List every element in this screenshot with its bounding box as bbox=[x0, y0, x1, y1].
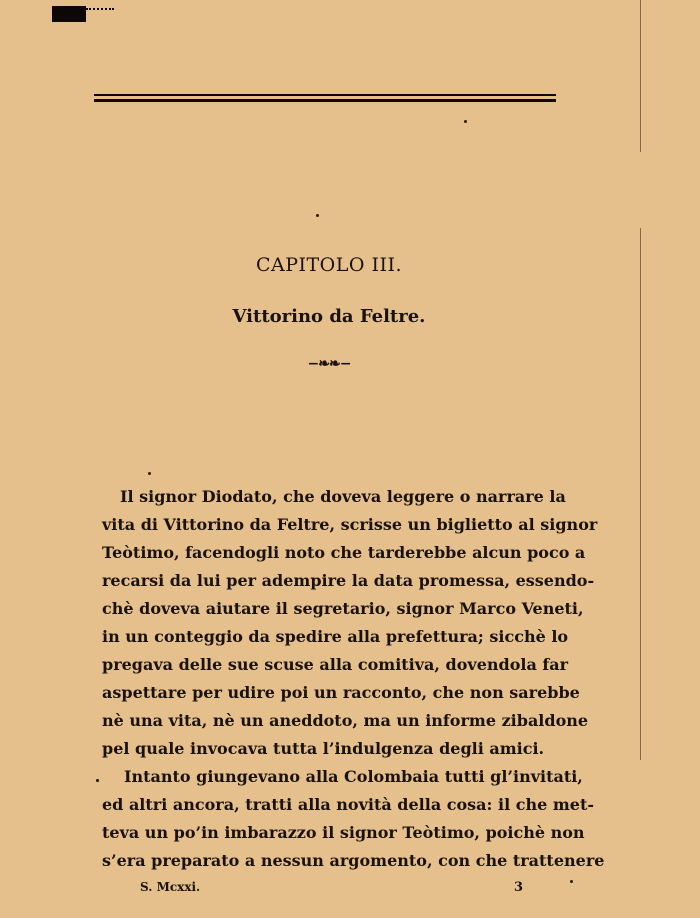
header-rule-thin bbox=[94, 94, 556, 96]
body-line: vita di Vittorino da Feltre, scrisse un biglietto al signor bbox=[102, 515, 598, 534]
header-rule-thick bbox=[94, 99, 556, 102]
scan-corner-mark-tail bbox=[86, 8, 114, 14]
chapter-title: CAPITOLO III. bbox=[255, 254, 403, 276]
body-line: Il signor Diodato, che doveva leggere o narrare la bbox=[120, 487, 566, 506]
body-line: teva un po’in imbarazzo il signor Teòtimo, poichè non bbox=[102, 823, 585, 842]
body-line: ed altri ancora, tratti alla novità della cosa: il che met- bbox=[102, 795, 595, 814]
scan-corner-mark bbox=[52, 6, 86, 22]
body-line: Teòtimo, facendogli noto che tarderebbe alcun poco a bbox=[102, 543, 586, 562]
body-line: pregava delle sue scuse alla comitiva, dovendola far bbox=[102, 655, 569, 674]
ornament-divider: −❧❧− bbox=[307, 356, 351, 372]
chapter-subtitle: Vittorino da Feltre. bbox=[232, 306, 426, 327]
body-line: chè doveva aiutare il segretario, signor Marco Veneti, bbox=[102, 599, 584, 618]
body-line: nè una vita, nè un aneddoto, ma un informe zibaldone bbox=[102, 711, 589, 730]
body-line: in un conteggio da spedire alla prefettura; sicchè lo bbox=[102, 627, 569, 646]
scan-speck bbox=[570, 880, 573, 883]
scan-speck bbox=[316, 214, 319, 217]
signature-mark: S. Mcxxi. bbox=[140, 880, 201, 894]
scan-speck bbox=[464, 120, 467, 123]
body-line: aspettare per udire poi un racconto, che non sarebbe bbox=[102, 683, 580, 702]
page-number: 3 bbox=[514, 880, 524, 895]
scan-speck bbox=[148, 472, 151, 475]
body-line: recarsi da lui per adempire la data promessa, essendo- bbox=[102, 571, 595, 590]
body-line: pel quale invocava tutta l’indulgenza degli amici. bbox=[102, 739, 545, 758]
scan-edge-line bbox=[640, 0, 641, 760]
body-line: Intanto giungevano alla Colombaia tutti gl’invitati, bbox=[124, 767, 583, 786]
margin-dot bbox=[96, 779, 99, 782]
body-line: s’era preparato a nessun argomento, con che trattenere bbox=[102, 851, 605, 870]
